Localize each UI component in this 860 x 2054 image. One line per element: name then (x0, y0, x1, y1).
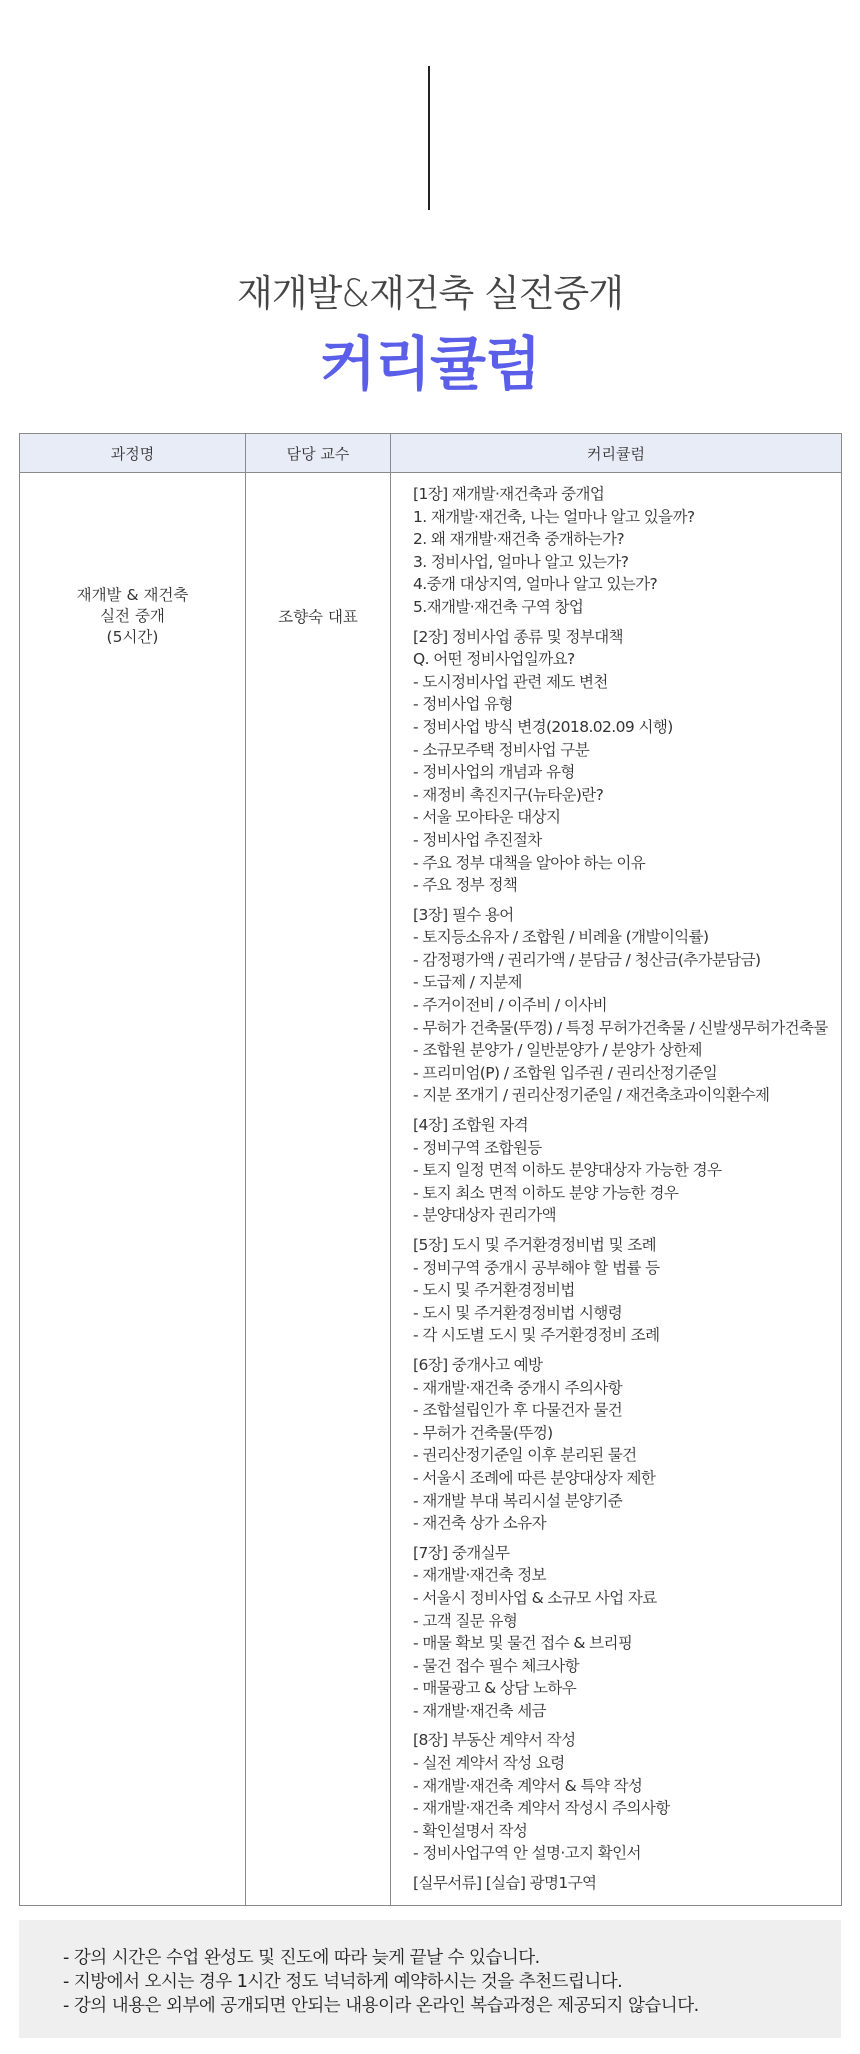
course-name-line: 실전 중개 (100, 607, 165, 625)
chapter-topic: - 재개발 부대 복리시설 분양기준 (413, 1491, 623, 1510)
chapter-topic: - 소규모주택 정비사업 구분 (413, 740, 590, 759)
column-header-teacher: 담당 교수 (246, 434, 391, 473)
chapter-topic: 2. 왜 재개발·재건축 중개하는가? (413, 530, 625, 549)
course-name-cell (20, 473, 246, 1906)
chapter-topic: - 각 시도별 도시 및 주거환경정비 조례 (413, 1326, 660, 1345)
chapter-topic: - 재정비 촉진지구(뉴타운)란? (413, 785, 604, 804)
curriculum-chapter (413, 1542, 841, 1723)
course-duration: (5시간) (106, 628, 159, 646)
chapter-topic: - 재개발·재건축 계약서 & 특약 작성 (413, 1776, 643, 1795)
curriculum-chapter (413, 1234, 841, 1347)
curriculum-cell (391, 473, 842, 1906)
chapter-topic: - 정비사업 방식 변경(2018.02.09 시행) (413, 717, 673, 736)
notice-item: - 강의 내용은 외부에 공개되면 안되는 내용이라 온라인 복습과정은 제공되지 않습니다. (63, 1996, 699, 2016)
chapter-topic: - 주거이전비 / 이주비 / 이사비 (413, 996, 607, 1015)
teacher-cell: 조향숙 대표 (246, 473, 391, 1906)
chapter-topic: 5.재개발·재건축 구역 창업 (413, 597, 584, 616)
chapter-topic: 4.중개 대상지역, 얼마나 알고 있는가? (413, 575, 658, 594)
chapter-topic: - 토지등소유자 / 조합원 / 비례율 (개발이익률) (413, 928, 709, 947)
page-title: 커리큘럼 (319, 330, 541, 398)
chapter-topic: - 재건축 상가 소유자 (413, 1514, 546, 1533)
curriculum-chapter (413, 1114, 841, 1227)
chapter-topic: - 토지 일정 면적 이하도 분양대상자 가능한 경우 (413, 1161, 722, 1180)
chapter-topic: - 정비구역 중개시 공부해야 할 법률 등 (413, 1258, 660, 1277)
curriculum-chapter (413, 626, 841, 897)
chapter-topic: - 서울시 조례에 따른 분양대상자 제한 (413, 1468, 656, 1487)
chapter-topic: - 도시정비사업 관련 제도 변천 (413, 672, 608, 691)
chapter-topic: - 정비사업 추진절차 (413, 830, 542, 849)
chapter-heading: [1장] 재개발·재건축과 중개업 (413, 485, 605, 503)
chapter-topic: 1. 재개발·재건축, 나는 얼마나 알고 있을까? (413, 507, 695, 526)
chapter-topic: - 토지 최소 면적 이하도 분양 가능한 경우 (413, 1183, 679, 1202)
chapter-topic: - 정비구역 조합원등 (413, 1138, 542, 1157)
chapter-topic: - 실전 계약서 작성 요령 (413, 1754, 565, 1773)
chapter-heading: [5장] 도시 및 주거환경정비법 및 조례 (413, 1236, 657, 1254)
chapter-topic: - 매물광고 & 상담 노하우 (413, 1679, 577, 1698)
curriculum-chapter (413, 1872, 841, 1895)
chapter-topic: - 재개발·재건축 중개시 주의사항 (413, 1378, 623, 1397)
curriculum-chapter (413, 904, 841, 1107)
chapter-heading: [3장] 필수 용어 (413, 905, 514, 924)
column-header-curriculum: 커리큘럼 (391, 434, 842, 473)
chapter-topic: - 서울 모아타운 대상지 (413, 808, 561, 827)
chapter-topic: - 조합원 분양가 / 일반분양가 / 분양가 상한제 (413, 1041, 702, 1060)
chapter-topic: - 도급제 / 지분제 (413, 973, 522, 992)
chapter-topic: - 무허가 건축물(뚜껑) (413, 1423, 553, 1442)
chapter-topic: - 지분 쪼개기 / 권리산정기준일 / 재건축초과이익환수제 (413, 1086, 770, 1105)
chapter-topic: - 재개발·재건축 세금 (413, 1701, 546, 1720)
chapter-topic: Q. 어떤 정비사업일까요? (413, 650, 575, 669)
course-subtitle: 재개발&재건축 실전중개 (236, 272, 624, 315)
chapter-topic: - 재개발·재건축 정보 (413, 1566, 546, 1585)
course-name-line: 재개발 & 재건축 (76, 586, 189, 604)
chapter-topic: - 서울시 정비사업 & 소규모 사업 자료 (413, 1588, 657, 1607)
chapter-topic: - 재개발·재건축 계약서 작성시 주의사항 (413, 1799, 670, 1818)
chapter-topic: - 권리산정기준일 이후 분리된 물건 (413, 1446, 637, 1465)
curriculum-chapter (413, 1354, 841, 1535)
table-header-row (20, 434, 842, 473)
curriculum-table (19, 433, 842, 1906)
chapter-topic: - 주요 정부 정책 (413, 876, 518, 895)
chapter-topic: - 정비사업 유형 (413, 695, 513, 714)
chapter-topic: - 정비사업의 개념과 유형 (413, 763, 575, 782)
chapter-heading: [실무서류] [실습] 광명1구역 (413, 1874, 597, 1893)
column-header-course: 과정명 (20, 434, 246, 473)
chapter-heading: [4장] 조합원 자격 (413, 1116, 529, 1135)
notice-list (63, 1946, 699, 2018)
chapter-heading: [2장] 정비사업 종류 및 정부대책 (413, 627, 623, 646)
chapter-topic: - 확인설명서 작성 (413, 1821, 528, 1840)
chapter-topic: - 물건 접수 필수 체크사항 (413, 1656, 580, 1675)
notice-box (19, 1920, 841, 2038)
chapter-topic: - 도시 및 주거환경정비법 (413, 1281, 575, 1300)
curriculum-chapter (413, 483, 841, 619)
chapter-topic: - 분양대상자 권리가액 (413, 1206, 557, 1225)
chapter-topic: - 조합설립인가 후 다물건자 물건 (413, 1401, 623, 1420)
chapter-topic: - 무허가 건축물(뚜껑) / 특정 무허가건축물 / 신발생무허가건축물 (413, 1018, 828, 1037)
chapter-topic: - 도시 및 주거환경정비법 시행령 (413, 1303, 623, 1322)
chapter-heading: [8장] 부동산 계약서 작성 (413, 1731, 576, 1750)
chapter-heading: [7장] 중개실무 (413, 1543, 510, 1562)
chapter-topic: - 감정평가액 / 권리가액 / 분담금 / 청산금(추가분담금) (413, 950, 761, 969)
chapter-topic: - 고객 질문 유형 (413, 1611, 518, 1630)
chapter-topic: 3. 정비사업, 얼마나 알고 있는가? (413, 552, 629, 571)
chapter-topic: - 정비사업구역 안 설명·고지 확인서 (413, 1844, 641, 1863)
curriculum-chapter (413, 1729, 841, 1865)
chapter-topic: - 프리미엄(P) / 조합원 입주권 / 권리산정기준일 (413, 1063, 718, 1082)
chapter-heading: [6장] 중개사고 예방 (413, 1355, 543, 1374)
decorative-vertical-line (428, 66, 430, 210)
table-row (20, 473, 842, 1906)
notice-item: - 지방에서 오시는 경우 1시간 정도 넉넉하게 예약하시는 것을 추천드립니다. (63, 1972, 623, 1992)
chapter-topic: - 주요 정부 대책을 알아야 하는 이유 (413, 853, 646, 872)
chapter-topic: - 매물 확보 및 물건 접수 & 브리핑 (413, 1634, 633, 1653)
notice-item: - 강의 시간은 수업 완성도 및 진도에 따라 늦게 끝날 수 있습니다. (63, 1948, 540, 1968)
